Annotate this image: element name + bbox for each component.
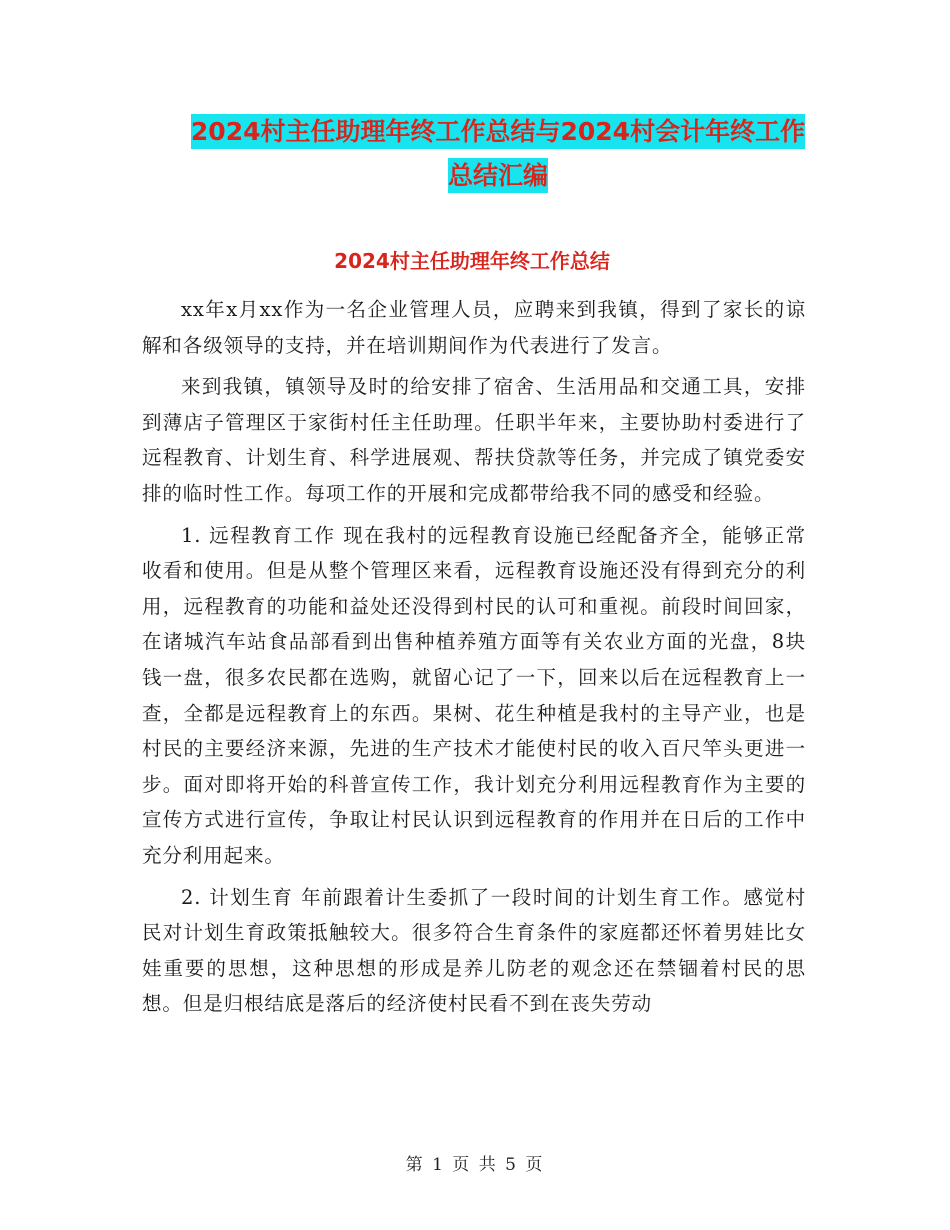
section-title: 2024村主任助理年终工作总结 xyxy=(334,249,610,273)
paragraph-arrival: 来到我镇，镇领导及时的给安排了宿舍、生活用品和交通工具，安排到薄店子管理区于家街村任主任助理。任职半年来，主要协助村委进行了远程教育、计划生育、科学进展观、帮扶贷款等任务，并完成了镇党委安排的临时性工作。每项工作的开展和完成都带给我不同的感受和经验。 xyxy=(142,375,806,505)
paragraph-intro: xx年x月xx作为一名企业管理人员，应聘来到我镇，得到了家长的谅解和各级领导的支持，并在培训期间作为代表进行了发言。 xyxy=(142,298,806,357)
body-text xyxy=(142,292,806,1028)
title-line-2: 总结汇编 xyxy=(448,158,548,193)
title-line-1: 2024村主任助理年终工作总结与2024村会计年终工作 xyxy=(191,114,805,149)
paragraph-family-planning: 2. 计划生育 年前跟着计生委抓了一段时间的计划生育工作。感觉村民对计划生育政策抵触较大。很多符合生育条件的家庭都还怀着男娃比女娃重要的思想，这种思想的形成是养儿防老的观念还在禁锢着村民的思想。但是归根结底是落后的经济使村民看不到在丧失劳动 xyxy=(142,885,806,1016)
document-title xyxy=(140,110,856,198)
paragraph-remote-education: 1. 远程教育工作 现在我村的远程教育设施已经配备齐全，能够正常收看和使用。但是从整个管理区来看，远程教育设施还没有得到充分的利用，远程教育的功能和益处还没得到村民的认可和重视。前段时间回家，在诸城汽车站食品部看到出售种植养殖方面等有关农业方面的光盘，8块钱一盘，很多农民都在选购，就留心记了一下，回来以后在远程教育上一查，全都是远程教育上的东西。果树、花生种植是我村的主导产业，也是村民的主要经济来源，先进的生产技术才能使村民的收入百尺竿头更进一步。面对即将开始的科普宣传工作，我计划充分利用远程教育作为主要的宣传方式进行宣传，争取让村民认识到远程教育的作用并在日后的工作中充分利用起来。 xyxy=(142,523,806,867)
page-footer: 第 1 页 共 5 页 xyxy=(405,1155,545,1175)
